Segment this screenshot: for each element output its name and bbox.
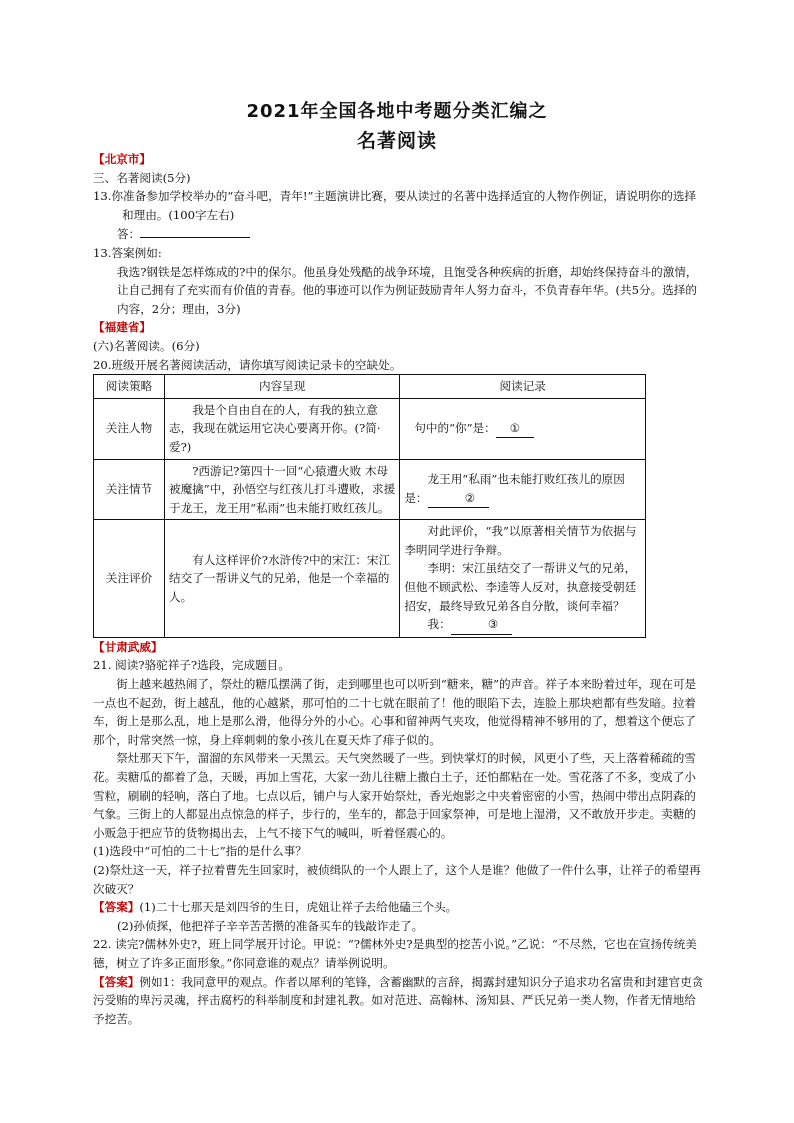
- strategy-cell: 关注情节: [94, 459, 165, 520]
- question-22: 22. 读完?儒林外史?，班上同学展开讨论。甲说：“?儒林外史?是典型的挖苦小说。”乙说：“不尽然，它也在宣扬传统美德，树立了许多正面形象。”你同意谁的观点？请举例说明。: [93, 937, 697, 970]
- answer-blank[interactable]: [140, 224, 250, 238]
- answer-line: [93, 973, 705, 1029]
- table-header-row: [94, 375, 646, 399]
- sub-question-2: (2)祭灶这一天，祥子拉着曹先生回家时，被侦缉队的一个人跟上了，这个人是谁？他做了一件什么事，让祥子的希望再次破灭？: [93, 862, 701, 896]
- table-row: [94, 520, 646, 638]
- content-cell: 我是个自由自在的人，有我的独立意志，我现在就运用它决心要离开你。(?简·爱?): [165, 398, 400, 459]
- document-title: 2021年全国各地中考题分类汇编之: [246, 101, 548, 122]
- table-header: 阅读记录: [400, 375, 646, 399]
- answer-text: (1)二十七那天是刘四爷的生日，虎妞让祥子去给他磕三个头。: [139, 900, 458, 915]
- document-subtitle: 名著阅读: [356, 130, 437, 152]
- record-text: 句中的“你”是：: [414, 420, 496, 435]
- answer-tag: 【答案】: [93, 900, 140, 915]
- record-paragraph: [404, 615, 641, 635]
- record-blank[interactable]: ②: [428, 489, 490, 509]
- strategy-cell: 关注评价: [94, 520, 165, 638]
- passage-paragraph: 祭灶那天下午，溜溜的东风带来一天黑云。天气突然暖了一些。到快掌灯的时候，风更小了些，天上落着稀疏的雪花。卖糖瓜的都着了急，天暖，再加上雪花，大家一劲儿往糖上撒白土子，还怕都粘在一处。雪花落了不多，变成了小雪粒，刷刷的轻响，落白了地。七点以后，铺户与人家开始祭灶，香光炮影之中夹着密密的小雪，热闹中带出点阴森的气象。三街上的人都显出点惊急的样子，步行的，坐车的，都急于回家祭神，可是地上湿滑，又不敢放开步走。卖糖的小贩急于把应节的货物揭出去，上气不接下气的喊叫，听着怪震心的。: [93, 751, 696, 840]
- record-cell: [400, 398, 646, 459]
- sub-question-1: (1)选段中“可怕的二十七”指的是什么事？: [93, 844, 307, 859]
- answer-text: (2)孙侦探，他把祥子辛辛苦苦攒的准备买车的钱敲诈走了。: [117, 918, 424, 933]
- section-heading: 三、名著阅读(5分): [93, 170, 191, 185]
- record-paragraph: 李明：宋江虽结交了一帮讲义气的兄弟，但他不顾武松、李逵等人反对，执意接受朝廷招安，最终导致兄弟各自分散，谈何幸福？: [404, 561, 637, 613]
- reading-record-table: [93, 374, 646, 638]
- answer-line: [93, 224, 705, 244]
- strategy-cell: 关注人物: [94, 398, 165, 459]
- answer-body: 我选?钢铁是怎样炼成的?中的保尔。他虽身处残酷的战争环境，且饱受各种疾病的折磨，却始终保持奋斗的激情，让自己拥有了充实而有价值的青春。他的事迹可以作为例证鼓励青年人努力奋斗，不负青春年华。(共5分。选择的内容，2分；理由，3分): [117, 264, 698, 316]
- table-header: 阅读策略: [94, 375, 165, 399]
- table-row: [94, 398, 646, 459]
- record-cell: [400, 459, 646, 520]
- region-heading-beijing: 【北京市】: [93, 152, 151, 166]
- record-cell: [400, 520, 646, 638]
- answer-label: 答：: [117, 227, 141, 242]
- section-heading: (六)名著阅读。(6分): [93, 338, 200, 353]
- content-cell: ?西游记?第四十一回“心猿遭火败 木母被魔擒”中，孙悟空与红孩儿打斗遭败，求援于龙王，龙王用“私雨”也未能打败红孩儿。: [165, 459, 400, 520]
- document-body: [93, 150, 705, 1028]
- record-blank[interactable]: ③: [451, 615, 513, 635]
- question-20: 20.班级开展名著阅读活动，请你填写阅读记录卡的空缺处。: [93, 357, 402, 372]
- record-paragraph: 对此评价，“我”以原著相关情节为依据与李明同学进行争辩。: [404, 524, 637, 557]
- answer-line: [93, 898, 705, 917]
- content-cell: 有人这样评价?水浒传?中的宋江：宋江结交了一帮讲义气的兄弟，他是一个幸福的人。: [165, 520, 400, 638]
- answer-heading: 13.答案例如:: [93, 245, 162, 260]
- passage-paragraph: 街上越来越热闹了，祭灶的糖瓜摆满了街，走到哪里也可以听到“糖来，糖”的声音。祥子本来盼着过年，现在可是一点也不起劲，街上越乱，他的心越紧，那可怕的二十七就在眼前了！他的眼陷下去，连脸上那块疤都有些发暗。拉着车，街上是那么乱，地上是那么滑，他得分外的小心。心事和留神两气夹攻，他觉得精神不够用的了，想着这个便忘了那个，时常突然一惊，身上痒刺刺的象小孩儿在夏天炸了痱子似的。: [93, 677, 697, 747]
- region-heading-gansu: 【甘肃武威】: [93, 639, 163, 654]
- record-text: 龙王用“私雨”也未能打败红孩儿的原因是：: [404, 472, 625, 505]
- table-row: [94, 459, 646, 520]
- record-blank[interactable]: ①: [496, 419, 534, 439]
- answer-text: 例如1：我同意甲的观点。作者以犀利的笔锋，含蓄幽默的言辞，揭露封建知识分子追求功名富贵和封建官吏贪污受贿的卑污灵魂，抨击腐朽的科举制度和封建礼教。如对范进、高翰林、汤知县、严氏兄弟一类人物，作者无情地给予挖苦。: [93, 974, 704, 1026]
- region-heading-fujian: 【福建省】: [93, 320, 151, 335]
- answer-tag: 【答案】: [93, 974, 140, 989]
- question-13: 13.你准备参加学校举办的“奋斗吧，青年!”主题演讲比赛，要从读过的名著中选择适宜的人物作例证，请说明你的选择和理由。(100字左右): [93, 189, 697, 222]
- question-21: 21. 阅读?骆驼祥子?选段，完成题目。: [93, 658, 290, 673]
- record-text: 我：: [427, 617, 451, 632]
- table-header: 内容呈现: [165, 375, 400, 399]
